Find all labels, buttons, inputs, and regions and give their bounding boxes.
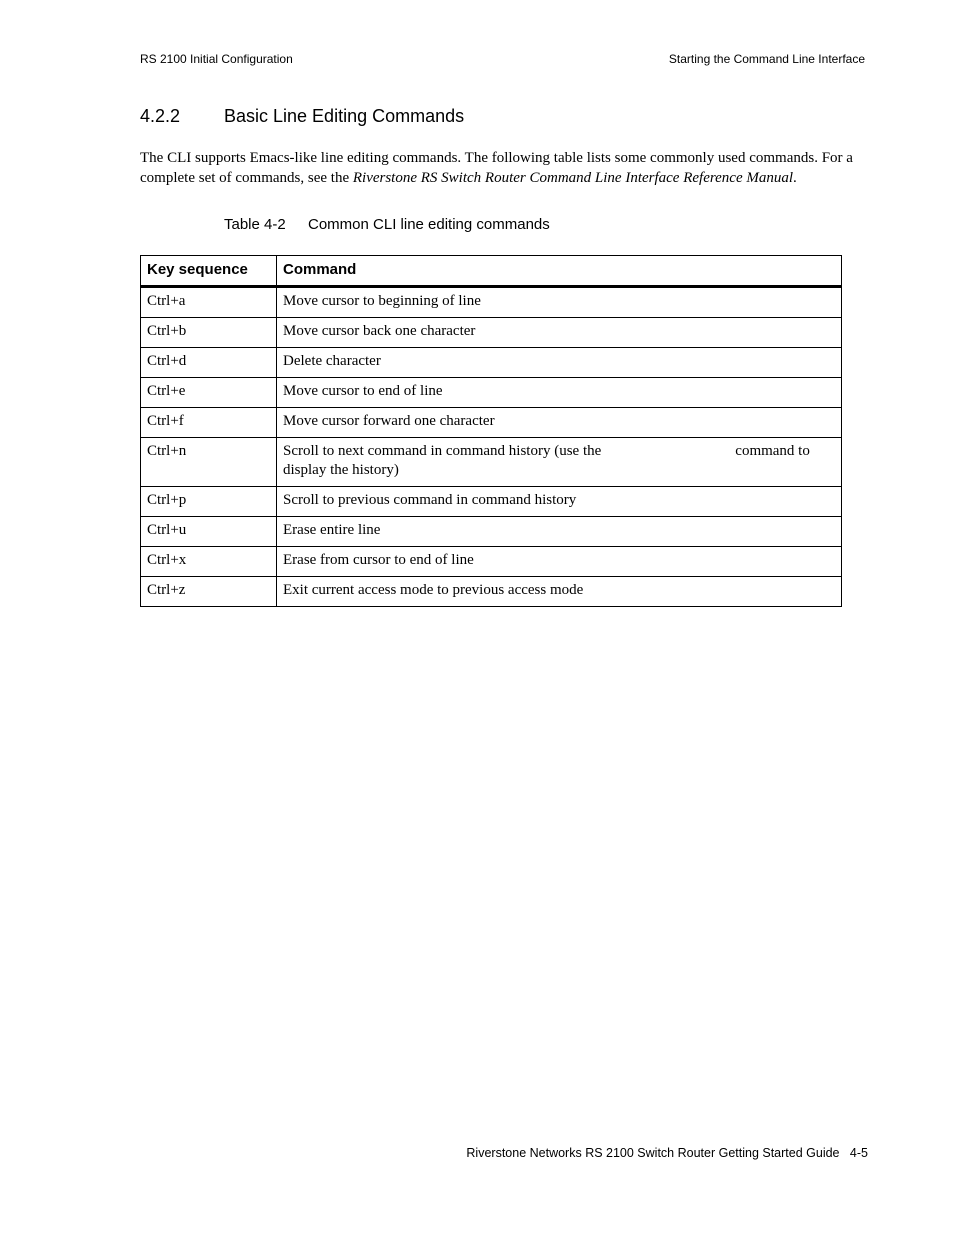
intro-paragraph <box>140 149 870 188</box>
manual-title: Riverstone RS Switch Router Command Line Interface Reference Manual <box>352 169 794 186</box>
footer-title: Riverstone Networks RS 2100 Switch Router Getting Started Guide <box>466 1146 840 1160</box>
key-cell: Ctrl+n <box>141 438 277 487</box>
command-cell <box>277 438 842 487</box>
command-text-continued: command to display the history) <box>283 443 810 478</box>
table-row <box>141 577 842 607</box>
table-header-row <box>141 256 842 287</box>
key-cell: Ctrl+x <box>141 547 277 577</box>
key-cell: Ctrl+z <box>141 577 277 607</box>
key-cell: Ctrl+b <box>141 318 277 348</box>
line-editing-table <box>140 255 842 607</box>
header-command: Command <box>277 256 842 287</box>
running-header-left: RS 2100 Initial Configuration <box>140 52 293 66</box>
command-cell: Erase entire line <box>277 517 842 547</box>
page-number: 4-5 <box>849 1146 868 1160</box>
table-row <box>141 517 842 547</box>
intro-text: The CLI supports Emacs-like line editing commands. The following table lists some commonly used commands. For a complete set of commands, see the <box>140 150 853 186</box>
table-number: Table 4-2 <box>224 216 286 233</box>
command-cell: Move cursor forward one character <box>277 408 842 438</box>
key-cell: Ctrl+a <box>141 287 277 318</box>
table-caption-title: Common CLI line editing commands <box>308 216 550 233</box>
running-header-right: Starting the Command Line Interface <box>668 52 865 66</box>
section-title: Basic Line Editing Commands <box>224 106 465 126</box>
command-cell: Scroll to previous command in command history <box>277 487 842 517</box>
command-cell: Move cursor to beginning of line <box>277 287 842 318</box>
table-caption <box>224 216 550 233</box>
command-cell: Exit current access mode to previous access mode <box>277 577 842 607</box>
key-cell: Ctrl+d <box>141 348 277 378</box>
header-key-sequence: Key sequence <box>141 256 277 287</box>
command-text: Scroll to next command in command history (use the <box>283 443 602 459</box>
key-cell: Ctrl+p <box>141 487 277 517</box>
command-cell: Move cursor to end of line <box>277 378 842 408</box>
table-row <box>141 348 842 378</box>
table-row <box>141 287 842 318</box>
key-cell: Ctrl+f <box>141 408 277 438</box>
intro-end: . <box>793 169 797 186</box>
section-number: 4.2.2 <box>140 106 181 126</box>
section-heading <box>140 106 464 127</box>
key-cell: Ctrl+u <box>141 517 277 547</box>
command-cell: Delete character <box>277 348 842 378</box>
table-row <box>141 547 842 577</box>
table-row <box>141 438 842 487</box>
command-cell: Move cursor back one character <box>277 318 842 348</box>
table-row <box>141 487 842 517</box>
command-cell: Erase from cursor to end of line <box>277 547 842 577</box>
table-row <box>141 318 842 348</box>
key-cell: Ctrl+e <box>141 378 277 408</box>
running-footer <box>466 1146 868 1160</box>
table-row <box>141 378 842 408</box>
table-row <box>141 408 842 438</box>
